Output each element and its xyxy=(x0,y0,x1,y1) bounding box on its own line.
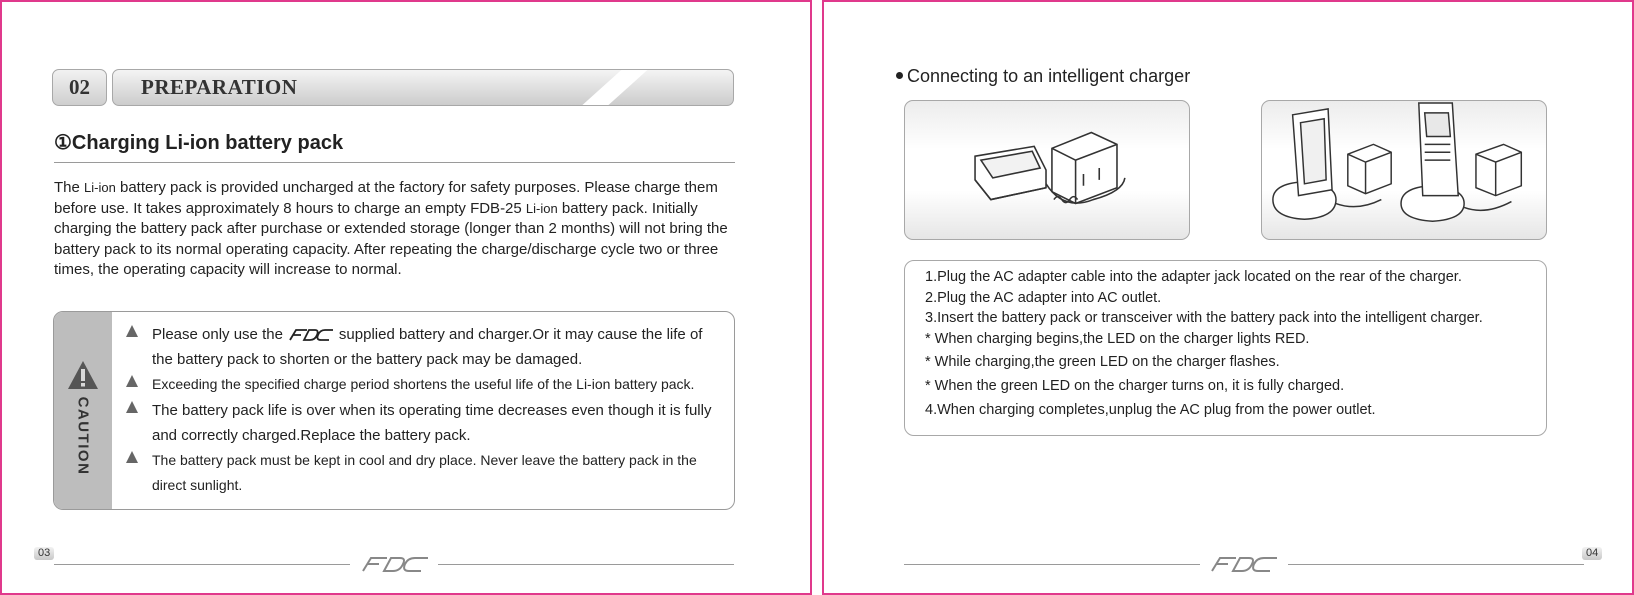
note-item: * When the green LED on the charger turns on, it is fully charged. xyxy=(925,378,1345,394)
chapter-header-bar xyxy=(112,69,734,106)
footer-rule-right xyxy=(438,564,734,565)
caution-sidebar xyxy=(54,312,112,509)
caution-label: CAUTION xyxy=(74,396,92,476)
bullet-triangle-icon xyxy=(126,325,138,337)
page-03 xyxy=(0,0,812,595)
intro-paragraph: The Li-ion battery pack is provided uncharged at the factory for safety purposes. Please charge them before use. It takes approximately 8 hours to charge an empty FDB-25 Li-ion battery pack. Initially charging the battery pack after purchase or extended storage (longer than 2 months) will not bring the battery pack to its normal operating capacity. After repeating the charge/discharge cycle two or three times, the operating capacity will increase to normal. xyxy=(54,179,728,278)
footer-rule-left xyxy=(54,564,350,565)
bullet-triangle-icon xyxy=(126,375,138,387)
footer-rule-left xyxy=(904,564,1200,565)
instruction-steps-box xyxy=(904,260,1547,436)
bullet-triangle-icon xyxy=(126,401,138,413)
chapter-title: PREPARATION xyxy=(141,75,298,99)
page-number: 04 xyxy=(1582,547,1602,560)
caution-item: Exceeding the specified charge period shortens the useful life of the Li-ion battery pack. xyxy=(126,372,726,398)
header-slash-decoration xyxy=(570,69,652,106)
caution-item: The battery pack must be kept in cool and dry place. Never leave the battery pack in the direct sunlight. xyxy=(126,448,726,498)
section-title: ①Charging Li-ion battery pack xyxy=(54,132,344,154)
footer-rule-right xyxy=(1288,564,1584,565)
fdc-logo xyxy=(359,556,431,572)
subsection-title: Connecting to an intelligent charger xyxy=(896,66,1190,87)
caution-item: The battery pack life is over when its operating time decreases even though it is fully and correctly charged.Replace the battery pack. xyxy=(126,398,726,448)
bullet-triangle-icon xyxy=(126,451,138,463)
step-item: 2.Plug the AC adapter into AC outlet. xyxy=(925,290,1162,306)
bullet-dot-icon xyxy=(896,72,903,79)
chapter-number: 02 xyxy=(52,69,107,106)
section-divider xyxy=(54,162,735,163)
note-item: * While charging,the green LED on the charger flashes. xyxy=(925,354,1280,370)
step-item: 3.Insert the battery pack or transceiver with the battery pack into the intelligent charger. xyxy=(925,310,1483,326)
charger-and-adapter-illustration xyxy=(905,101,1189,239)
caution-item: Please only use the supplied battery and charger.Or it may cause the life of the battery pack to shorten or the battery pack may be damaged. xyxy=(126,322,726,372)
fdc-logo-inline xyxy=(287,329,335,341)
charger-image-1 xyxy=(904,100,1190,240)
charger-image-2 xyxy=(1261,100,1547,240)
caution-box xyxy=(53,311,735,510)
caution-triangle-icon xyxy=(67,360,99,390)
step-item: 1.Plug the AC adapter cable into the adapter jack located on the rear of the charger. xyxy=(925,269,1462,285)
page-04 xyxy=(822,0,1634,595)
battery-and-radio-charging-illustration xyxy=(1262,101,1546,239)
fdc-logo xyxy=(1208,556,1280,572)
note-item: * When charging begins,the LED on the charger lights RED. xyxy=(925,331,1310,347)
page-number: 03 xyxy=(34,547,54,560)
step-item: 4.When charging completes,unplug the AC plug from the power outlet. xyxy=(925,402,1376,418)
